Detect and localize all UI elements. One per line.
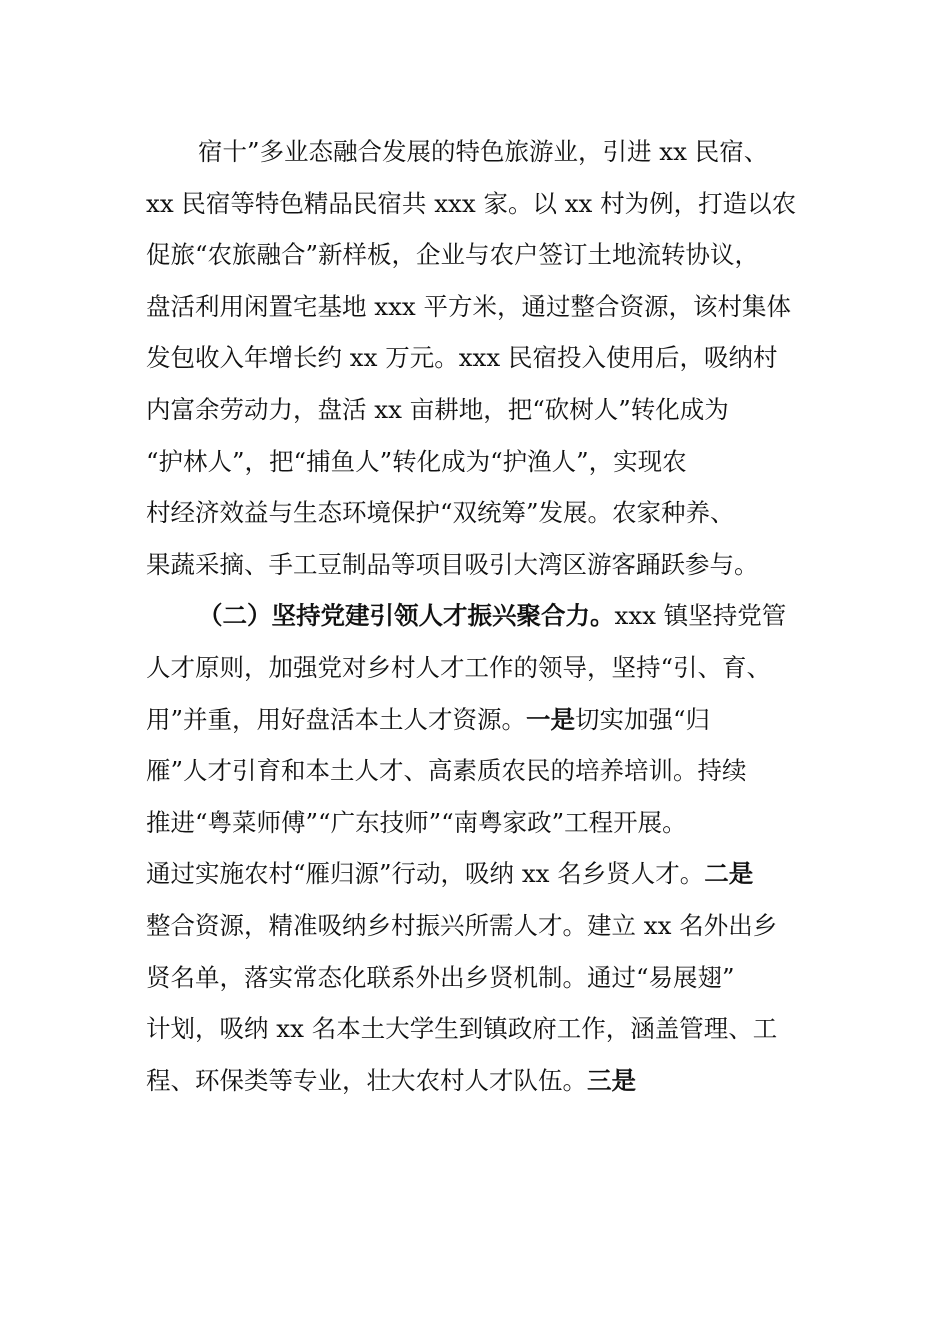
text-segment: 果蔬采摘、手工豆制品等项目吸引大湾区游客踊跃参与。 bbox=[146, 549, 759, 579]
text-line bbox=[146, 698, 806, 750]
section-heading-line bbox=[146, 594, 806, 646]
text-line bbox=[146, 336, 806, 388]
text-line bbox=[146, 801, 806, 853]
section-heading: （二）坚持党建引领人才振兴聚合力。 bbox=[198, 601, 615, 631]
body-text bbox=[146, 130, 806, 1110]
text-segment: 通过实施农村“雁归源”行动，吸纳 xx 名乡贤人才。 bbox=[146, 859, 705, 889]
text-segment: 发包收入年增长约 xx 万元。xxx 民宿投入使用后，吸纳村 bbox=[146, 343, 778, 373]
text-line bbox=[146, 1059, 806, 1111]
text-segment: 计划，吸纳 xx 名本土大学生到镇政府工作，涵盖管理、工 bbox=[146, 1014, 778, 1044]
text-segment: 人才原则，加强党对乡村人才工作的领导，坚持“引、育、 bbox=[146, 652, 772, 682]
text-line bbox=[146, 182, 806, 234]
text-line bbox=[146, 646, 806, 698]
text-segment: 整合资源，精准吸纳乡村振兴所需人才。建立 xx 名外出乡 bbox=[146, 910, 778, 940]
text-line bbox=[146, 130, 806, 182]
text-line bbox=[146, 956, 806, 1008]
ordinal-marker: 一是 bbox=[526, 704, 576, 734]
ordinal-marker: 三是 bbox=[587, 1065, 636, 1095]
text-segment: 宿十”多业态融合发展的特色旅游业，引进 xx 民宿、 bbox=[198, 137, 769, 166]
text-line bbox=[146, 491, 806, 543]
text-line bbox=[146, 904, 806, 956]
text-segment: 程、环保类等专业，壮大农村人才队伍。 bbox=[146, 1065, 587, 1095]
text-segment: xxx 镇坚持党管 bbox=[614, 601, 787, 631]
text-segment: 推进“粤菜师傅”“广东技师”“南粤家政”工程开展。 bbox=[146, 807, 687, 837]
text-line bbox=[146, 233, 806, 285]
text-segment: 用”并重，用好盘活本土人才资源。 bbox=[146, 704, 527, 734]
ordinal-marker: 二是 bbox=[704, 859, 754, 889]
text-line bbox=[146, 388, 806, 440]
text-line bbox=[146, 1007, 806, 1059]
text-line bbox=[146, 543, 806, 595]
text-line bbox=[146, 749, 806, 801]
text-segment: 雁”人才引育和本土人才、高素质农民的培养培训。持续 bbox=[146, 756, 747, 786]
text-segment: 促旅“农旅融合”新样板，企业与农户签订土地流转协议， bbox=[146, 240, 760, 270]
text-segment: 内富余劳动力，盘活 xx 亩耕地，把“砍树人”转化成为 bbox=[146, 394, 729, 424]
text-segment: 盘活利用闲置宅基地 xxx 平方米，通过整合资源，该村集体 bbox=[146, 291, 792, 321]
text-segment: 切实加强“归 bbox=[575, 704, 711, 734]
text-segment: xx 民宿等特色精品民宿共 xxx 家。以 xx 村为例，打造以农 bbox=[146, 188, 797, 218]
text-segment: “护林人”，把“捕鱼人”转化成为“护渔人”，实现农 bbox=[146, 446, 687, 476]
text-line bbox=[146, 285, 806, 337]
text-segment: 贤名单，落实常态化联系外出乡贤机制。通过“易展翅” bbox=[146, 962, 735, 992]
text-line bbox=[146, 440, 806, 492]
text-line bbox=[146, 852, 806, 904]
text-segment: 村经济效益与生态环境保护“双统筹”发展。农家种养、 bbox=[146, 498, 735, 528]
